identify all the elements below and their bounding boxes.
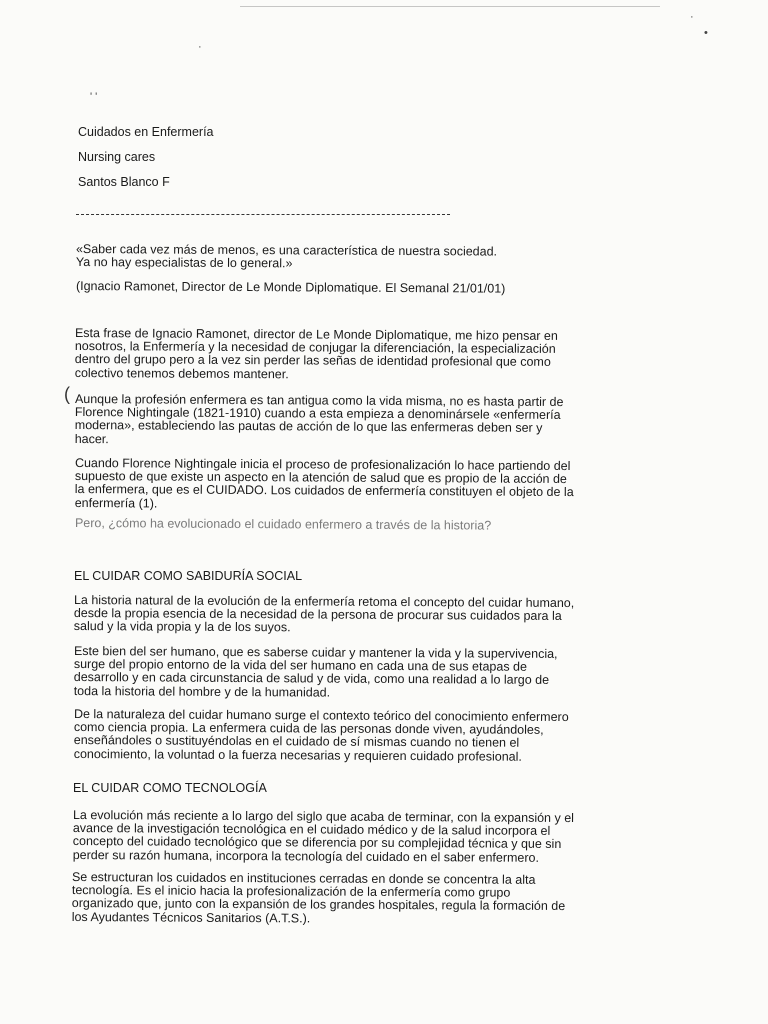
paragraph-line: concepto del cuidado tecnológico que se diferencia por su complejidad técnica y que sin (72, 834, 562, 852)
paragraph-line: organizado que, junto con la expansión de los grandes hospitales, regula la formación de (71, 896, 566, 914)
paragraph (75, 393, 637, 449)
paragraph-line: dentro del grupo pero a la vez sin perder las señas de identidad profesional que como (74, 352, 551, 370)
document-header (78, 125, 214, 200)
paragraph-line: toda la historia del hombre y de la humanidad. (73, 683, 331, 700)
paragraph-line: surge del propio entorno de la vida del ser humano en cada una de sus etapas de (73, 657, 528, 674)
paragraph-line: Se estructuran los cuidados en instituciones cerradas en donde se concentra la alta (71, 870, 536, 887)
title-spanish: Cuidados en Enfermería (78, 125, 214, 139)
paragraph-line: hacer. (74, 431, 109, 446)
paragraph-line: Este bien del ser humano, que es saberse cuidar y mantener la vida y la supervivencia, (73, 644, 558, 661)
scan-artifact-speck: · (690, 11, 694, 23)
author: Santos Blanco F (78, 175, 170, 189)
paragraph-line: los Ayudantes Técnicos Sanitarios (A.T.S.). (71, 909, 311, 926)
paragraph-line: De la naturaleza del cuidar humano surge el contexto teórico del conocimiento enfermero (73, 707, 569, 725)
section-heading: EL CUIDAR COMO SABIDURÍA SOCIAL (74, 569, 303, 583)
paragraph-line: enseñándoles o sustituyéndolas en el cuidado de sí mismas cuando no tienen el (73, 733, 520, 751)
handwritten-bracket-mark: ( (64, 384, 70, 404)
paragraph (74, 645, 636, 701)
quote-line: «Saber cada vez más de menos, es una característica de nuestra sociedad. (75, 242, 498, 259)
paragraph-line: conocimiento, la voluntad o la fuerza necesarias y requieren cuidado profesional. (73, 746, 522, 764)
paragraph (74, 708, 636, 764)
paragraph-line: Cuando Florence Nightingale inicia el proceso de profesionalización lo hace partiendo del (74, 456, 571, 474)
paragraph (75, 327, 637, 383)
paragraph-line: Aunque la profesión enfermera es tan antigua como la vida misma, no es hasta partir de (74, 392, 564, 409)
paragraph-line: supuesto de que existe un aspecto en la atención de salud que es propio de la acción de (74, 469, 567, 487)
paragraph-line: La historia natural de la evolución de la enfermería retoma el concepto del cuidar humano, (73, 593, 575, 611)
paragraph-line: desde la propia esencia de la necesidad de la persona de procurar sus cuidados para la (73, 606, 562, 624)
paragraph-line: moderna», estableciendo las pautas de acción de lo que las enfermeras deben ser y (74, 418, 543, 436)
paragraph-line: nosotros, la Enfermería y la necesidad de conjugar la diferenciación, la especialización (74, 339, 556, 357)
title-english: Nursing cares (78, 150, 156, 164)
paragraph-line: desarrollo y en cada circunstancia de salud y de vida, como una realidad a lo largo de (73, 670, 550, 688)
question-text: Pero, ¿cómo ha evolucionado el cuidado enfermero a través de la historia? (74, 516, 492, 533)
section-heading: EL CUIDAR COMO TECNOLOGÍA (73, 781, 267, 795)
paragraph (75, 457, 637, 513)
paragraph-line: colectivo tenemos debemos mantener. (74, 365, 289, 381)
question-line (75, 517, 637, 534)
paragraph-line: Esta frase de Ignacio Ramonet, director de Le Monde Diplomatique, me hizo pensar en (74, 326, 558, 343)
paragraph (74, 594, 636, 637)
quote-source (76, 280, 566, 296)
scan-artifact-speck: • (704, 27, 708, 39)
quote-line: Ya no hay especialistas de lo general.» (75, 255, 293, 271)
dashed-divider (76, 214, 450, 215)
scan-artifact-speck: ' ' (90, 91, 98, 103)
scan-artifact-speck: · (198, 41, 202, 53)
paragraph-line: avance de la investigación tecnológica en el cuidado médico y de la salud incorpora el (72, 821, 551, 839)
epigraph-quote (76, 243, 546, 272)
paragraph-line: salud y la vida propia y la de los suyos. (73, 619, 291, 635)
paragraph-line: Florence Nightingale (1821-1910) cuando a esta empieza a denominársele «enfermería (74, 405, 561, 423)
paragraph-line: la enfermera, que es el CUIDADO. Los cuidados de enfermería constituyen el objeto de la (74, 482, 574, 500)
paragraph-line: tecnología. Es el inicio hacia la profesionalización de la enfermería como grupo (71, 883, 511, 900)
quote-source-text: (Ignacio Ramonet, Director de Le Monde Diplomatique. El Semanal 21/01/01) (75, 279, 506, 296)
paragraph-line: enfermería (1). (74, 495, 158, 511)
paragraph-line: La evolución más reciente a lo largo del siglo que acaba de terminar, con la expansión y el (72, 808, 575, 826)
scan-artifact-line (240, 6, 660, 7)
paragraph-line: perder su razón humana, incorpora la tecnología del cuidado en el saber enfermero. (72, 847, 540, 865)
paragraph (73, 809, 635, 865)
paragraph-line: como ciencia propia. La enfermera cuida de las personas donde viven, ayudándoles, (73, 720, 544, 738)
paragraph (72, 871, 636, 927)
